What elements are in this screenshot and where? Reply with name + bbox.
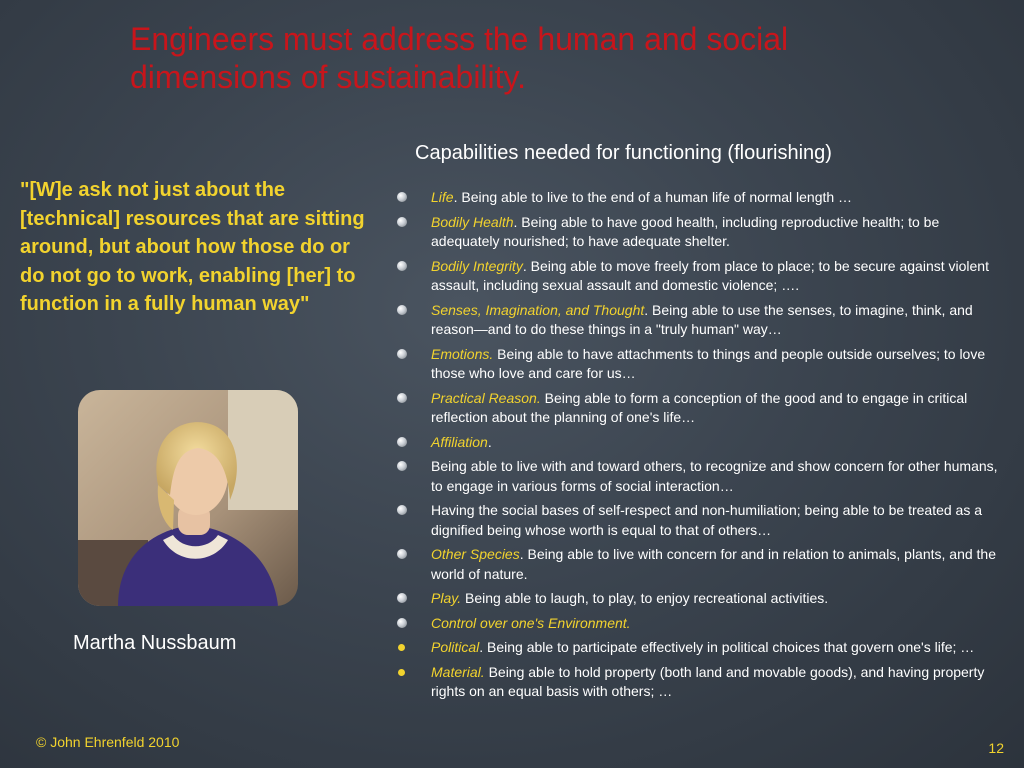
capability-environment: Control over one's Environment.: [395, 614, 1000, 634]
capability-affiliation: Affiliation.: [395, 433, 1000, 453]
bullet-icon: [397, 217, 407, 227]
bullet-dot-icon: [398, 644, 405, 651]
photo-caption: Martha Nussbaum: [73, 632, 237, 654]
capability-play: Play. Being able to laugh, to play, to enjoy recreational activities.: [395, 589, 1000, 609]
bullet-icon: [397, 192, 407, 202]
bullet-icon: [397, 305, 407, 315]
page-number: 12: [988, 740, 1004, 756]
bullet-icon: [397, 618, 407, 628]
copyright-notice: © John Ehrenfeld 2010: [36, 734, 180, 750]
capabilities-heading: Capabilities needed for functioning (flourishing): [415, 142, 832, 164]
slide-title: Engineers must address the human and social dimensions of sustainability.: [130, 21, 789, 95]
capabilities-list: [395, 188, 1000, 707]
nussbaum-quote: "[W]e ask not just about the [technical] resources that are sitting around, but about how those do or do not go to work, enabling [her] to function in a fully human way": [20, 179, 365, 315]
capability-political: Political. Being able to participate effectively in political choices that govern one's life; …: [395, 638, 1000, 658]
bullet-icon: [397, 549, 407, 559]
bullet-icon: [397, 505, 407, 515]
capability-bodily-integrity: Bodily Integrity. Being able to move freely from place to place; to be secure against violent assault, including sexual assault and domestic violence; ….: [395, 257, 1000, 296]
bullet-dot-icon: [398, 669, 405, 676]
bullet-icon: [397, 593, 407, 603]
capability-senses: Senses, Imagination, and Thought. Being able to use the senses, to imagine, think, and reason—and to do these things in a "truly human" way…: [395, 301, 1000, 340]
bullet-icon: [397, 461, 407, 471]
bullet-icon: [397, 349, 407, 359]
bullet-icon: [397, 261, 407, 271]
capability-affiliation-b: Having the social bases of self-respect and non-humiliation; being able to be treated as a dignified being whose worth is equal to that of others…: [395, 501, 1000, 540]
capability-bodily-health: Bodily Health. Being able to have good health, including reproductive health; to be adequately nourished; to have adequate shelter.: [395, 213, 1000, 252]
capability-life: Life. Being able to live to the end of a human life of normal length …: [395, 188, 1000, 208]
capability-emotions: Emotions. Being able to have attachments to things and people outside ourselves; to love those who love and care for us…: [395, 345, 1000, 384]
bullet-icon: [397, 393, 407, 403]
capability-affiliation-a: Being able to live with and toward others, to recognize and show concern for other humans, to engage in various forms of social interaction…: [395, 457, 1000, 496]
capability-practical-reason: Practical Reason. Being able to form a conception of the good and to engage in critical reflection about the planning of one's life…: [395, 389, 1000, 428]
capability-material: Material. Being able to hold property (both land and movable goods), and having property rights on an equal basis with others; …: [395, 663, 1000, 702]
bullet-icon: [397, 437, 407, 447]
portrait-illustration: [78, 390, 298, 606]
capability-other-species: Other Species. Being able to live with concern for and in relation to animals, plants, and the world of nature.: [395, 545, 1000, 584]
portrait-photo: [78, 390, 298, 606]
